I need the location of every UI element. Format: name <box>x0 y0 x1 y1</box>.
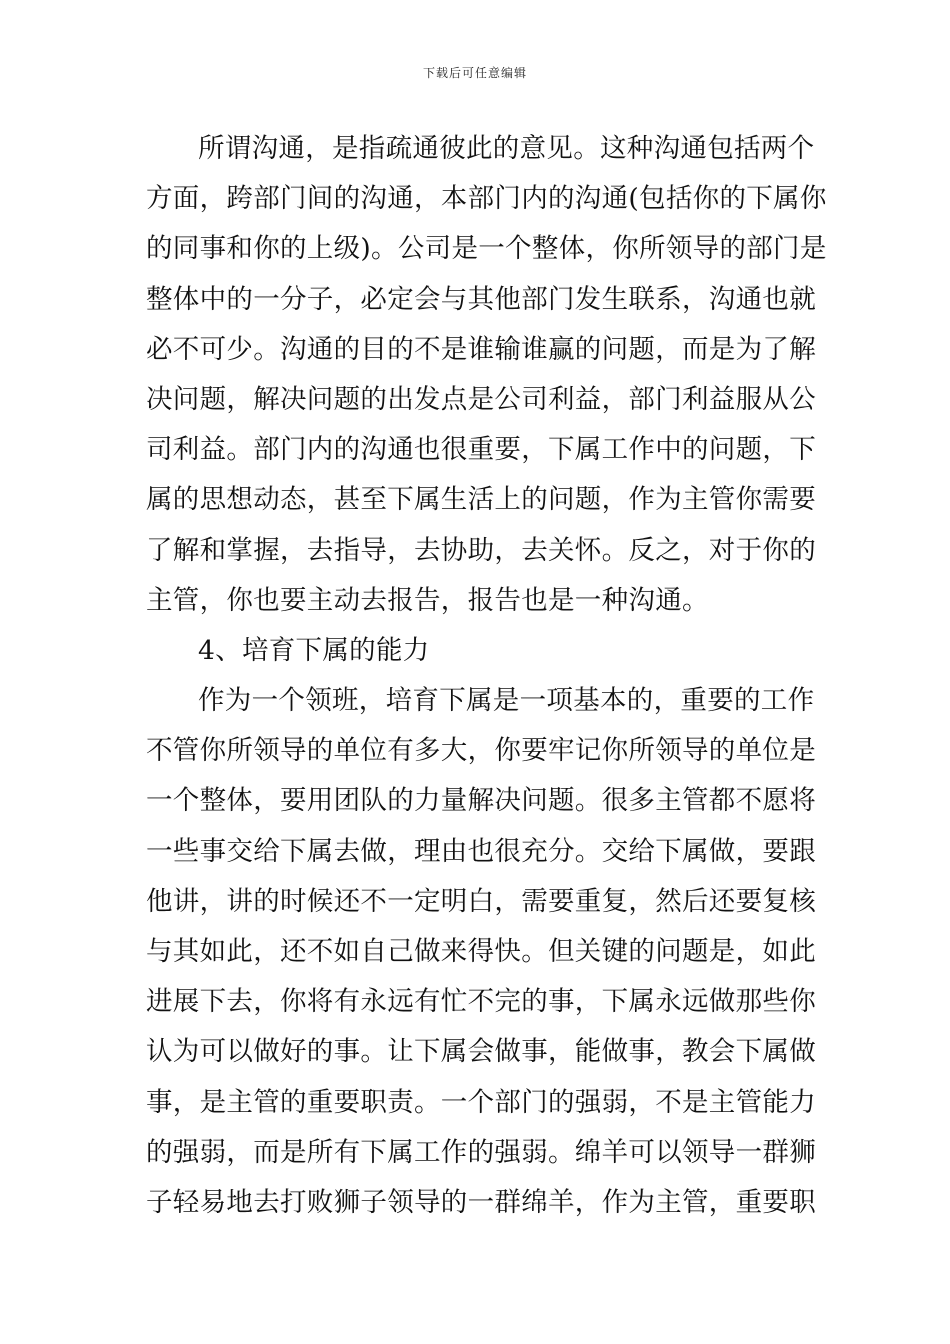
paragraph-line: 了解和掌握，去指导，去协助，去关怀。反之，对于你的 <box>146 534 816 566</box>
paragraph-line: 整体中的一分子，必定会与其他部门发生联系，沟通也就 <box>146 283 816 315</box>
paragraph-line: 主管，你也要主动去报告，报告也是一种沟通。 <box>146 584 709 616</box>
paragraph-line: 子轻易地去打败狮子领导的一群绵羊，作为主管，重要职 <box>146 1186 816 1218</box>
section-heading: 4、培育下属的能力 <box>198 634 430 666</box>
paragraph-line: 一个整体，要用团队的力量解决问题。很多主管都不愿将 <box>146 785 816 817</box>
paragraph-line: 决问题，解决问题的出发点是公司利益，部门利益服从公 <box>146 383 816 415</box>
paragraph-line: 事，是主管的重要职责。一个部门的强弱，不是主管能力 <box>146 1086 816 1118</box>
paragraph-line: 属的思想动态，甚至下属生活上的问题，作为主管你需要 <box>146 484 816 516</box>
paragraph-line: 认为可以做好的事。让下属会做事，能做事，教会下属做 <box>146 1036 816 1068</box>
paragraph-line: 的强弱，而是所有下属工作的强弱。绵羊可以领导一群狮 <box>146 1136 816 1168</box>
page-header: 下载后可任意编辑 <box>422 66 527 80</box>
paragraph-line: 一些事交给下属去做，理由也很充分。交给下属做，要跟 <box>146 835 816 867</box>
paragraph-line: 进展下去，你将有永远有忙不完的事，下属永远做那些你 <box>146 986 816 1018</box>
paragraph-line: 必不可少。沟通的目的不是谁输谁赢的问题，而是为了解 <box>146 333 816 365</box>
paragraph-line: 他讲，讲的时候还不一定明白，需要重复，然后还要复核 <box>146 885 816 917</box>
paragraph-line: 司利益。部门内的沟通也很重要，下属工作中的问题，下 <box>146 434 816 466</box>
paragraph-line: 作为一个领班，培育下属是一项基本的，重要的工作 <box>198 685 815 717</box>
paragraph-line: 所谓沟通，是指疏通彼此的意见。这种沟通包括两个 <box>198 133 815 164</box>
document-body <box>146 124 827 1228</box>
paragraph-line: 不管你所领导的单位有多大，你要牢记你所领导的单位是 <box>146 735 816 767</box>
paragraph-line: 方面，跨部门间的沟通，本部门内的沟通(包括你的下属你 <box>146 183 827 215</box>
paragraph-line: 的同事和你的上级)。公司是一个整体，你所领导的部门是 <box>146 233 827 265</box>
paragraph-line: 与其如此，还不如自己做来得快。但关键的问题是，如此 <box>146 936 816 967</box>
